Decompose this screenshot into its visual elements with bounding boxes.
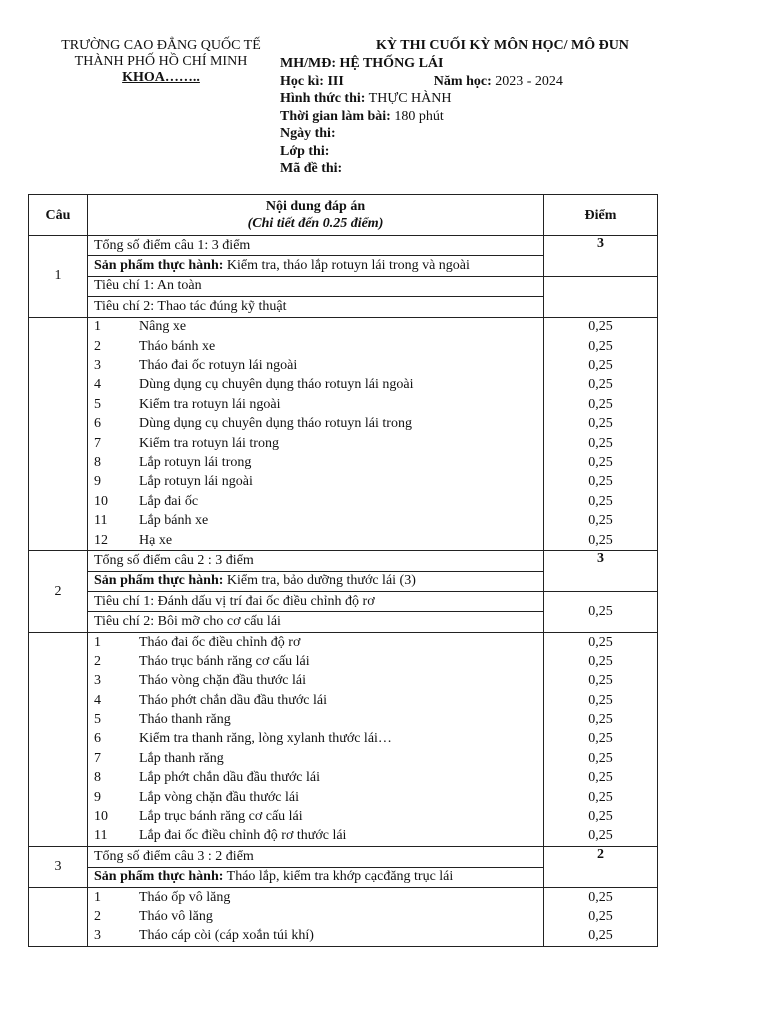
- step-score: 0,25: [544, 652, 658, 671]
- question-total-score: 3: [544, 236, 658, 277]
- step-cell: [88, 691, 544, 710]
- criteria-text: Tiêu chí 1: An toàn: [88, 276, 544, 296]
- step-row: [29, 453, 658, 472]
- question-column-spacer: [29, 691, 88, 710]
- step-text: Lắp bánh xe: [139, 513, 209, 529]
- step-number: 3: [94, 358, 101, 374]
- step-content: [94, 397, 537, 413]
- step-row: [29, 769, 658, 788]
- step-cell: [88, 434, 544, 453]
- step-row: [29, 807, 658, 826]
- step-number: 3: [94, 928, 101, 944]
- step-row: [29, 473, 658, 492]
- semester-label: Học kì: III: [280, 73, 344, 89]
- step-text: Tháo phớt chắn dầu đầu thước lái: [139, 692, 328, 708]
- question-total-score: 3: [544, 551, 658, 592]
- question-column-spacer: [29, 492, 88, 511]
- step-content: [94, 474, 537, 490]
- step-text: Lắp rotuyn lái ngoài: [139, 474, 253, 490]
- step-cell: [88, 887, 544, 907]
- answer-table: [28, 194, 658, 947]
- step-text: Lắp đai ốc: [139, 493, 199, 509]
- step-text: Tháo thanh răng: [139, 712, 231, 728]
- step-text: Tháo vòng chặn đầu thước lái: [139, 673, 306, 689]
- step-row: [29, 337, 658, 356]
- step-row: [29, 434, 658, 453]
- step-score: 0,25: [544, 356, 658, 375]
- question-column-spacer: [29, 730, 88, 749]
- product-text: Kiểm tra, tháo lắp rotuyn lái trong và ngoài: [226, 258, 470, 274]
- step-content: [94, 494, 537, 510]
- step-row: [29, 492, 658, 511]
- criteria-text: Tiêu chí 2: Bôi mỡ cho cơ cấu lái: [88, 612, 544, 632]
- step-score: 0,25: [544, 730, 658, 749]
- step-cell: [88, 730, 544, 749]
- step-content: [94, 377, 537, 393]
- step-row: [29, 907, 658, 926]
- question-total-text: Tổng số điểm câu 1: 3 điểm: [88, 236, 544, 256]
- product-text: Tháo lắp, kiểm tra khớp cạcđăng trục lái: [226, 869, 454, 885]
- step-text: Hạ xe: [139, 532, 173, 548]
- subject: MH/MĐ: HỆ THỐNG LÁI: [280, 56, 444, 71]
- step-content: [94, 455, 537, 471]
- step-text: Tháo trục bánh răng cơ cấu lái: [139, 653, 310, 669]
- question-column-spacer: [29, 887, 88, 907]
- year-value: 2023 - 2024: [495, 73, 563, 89]
- step-content: [94, 809, 537, 825]
- question-total-row: [29, 551, 658, 571]
- question-column-spacer: [29, 749, 88, 768]
- step-row: [29, 415, 658, 434]
- step-content: [94, 693, 537, 709]
- col-header-cau: Câu: [29, 195, 88, 236]
- question-column-spacer: [29, 473, 88, 492]
- step-row: [29, 376, 658, 395]
- question-total-text: Tổng số điểm câu 2 : 3 điểm: [88, 551, 544, 571]
- step-content: [94, 731, 537, 747]
- question-column-spacer: [29, 356, 88, 375]
- step-content: [94, 890, 537, 906]
- step-score: 0,25: [544, 434, 658, 453]
- step-cell: [88, 710, 544, 729]
- col-header-content: Nội dung đáp án (Chi tiết đến 0.25 điểm): [88, 195, 544, 236]
- question-column-spacer: [29, 395, 88, 414]
- faculty-label: KHOA……..: [122, 70, 200, 85]
- question-total-score: 2: [544, 847, 658, 888]
- col-header-score: Điểm: [544, 195, 658, 236]
- step-content: [94, 770, 537, 786]
- step-number: 1: [94, 889, 101, 905]
- table-header-row: [29, 195, 658, 236]
- step-content: [94, 416, 537, 432]
- step-text: Tháo bánh xe: [139, 338, 216, 354]
- step-text: Kiểm tra thanh răng, lòng xylanh thước lái…: [139, 731, 392, 747]
- question-column-spacer: [29, 769, 88, 788]
- step-score: 0,25: [544, 531, 658, 551]
- product-label: Sản phẩm thực hành:: [94, 573, 224, 589]
- table-body: [29, 236, 658, 947]
- question-column-spacer: [29, 415, 88, 434]
- step-row: [29, 317, 658, 337]
- step-score: 0,25: [544, 827, 658, 847]
- step-content: [94, 909, 537, 925]
- step-score: 0,25: [544, 691, 658, 710]
- question-column-spacer: [29, 652, 88, 671]
- step-row: [29, 632, 658, 652]
- step-cell: [88, 788, 544, 807]
- question-column-spacer: [29, 788, 88, 807]
- step-score: 0,25: [544, 710, 658, 729]
- step-text: Tháo cáp còi (cáp xoắn túi khí): [139, 928, 314, 944]
- step-score: 0,25: [544, 492, 658, 511]
- exam-meta: [280, 55, 563, 178]
- step-row: [29, 887, 658, 907]
- question-number: 3: [29, 847, 88, 888]
- step-row: [29, 531, 658, 551]
- question-total-text: Tổng số điểm câu 3 : 2 điểm: [88, 847, 544, 867]
- question-column-spacer: [29, 632, 88, 652]
- step-cell: [88, 907, 544, 926]
- school-name-line2: THÀNH PHỐ HỒ CHÍ MINH: [74, 54, 248, 69]
- step-content: [94, 533, 537, 549]
- step-number: 7: [94, 750, 101, 766]
- step-score: 0,25: [544, 887, 658, 907]
- step-score: 0,25: [544, 415, 658, 434]
- question-column-spacer: [29, 710, 88, 729]
- question-number: 1: [29, 236, 88, 318]
- step-score: 0,25: [544, 511, 658, 530]
- step-content: [94, 319, 537, 335]
- form-label: Hình thức thi:: [280, 91, 366, 106]
- step-number: 8: [94, 454, 101, 470]
- step-number: 3: [94, 673, 101, 689]
- question-column-spacer: [29, 807, 88, 826]
- product-cell: [88, 256, 544, 276]
- step-score: 0,25: [544, 632, 658, 652]
- exam-title: KỲ THI CUỐI KỲ MÔN HỌC/ MÔ ĐUN: [376, 38, 629, 53]
- step-number: 2: [94, 908, 101, 924]
- code-label: Mã đề thi:: [280, 161, 343, 176]
- step-cell: [88, 749, 544, 768]
- step-cell: [88, 652, 544, 671]
- step-cell: [88, 531, 544, 551]
- step-number: 2: [94, 653, 101, 669]
- question-total-row: [29, 236, 658, 256]
- question-column-spacer: [29, 453, 88, 472]
- question-column-spacer: [29, 317, 88, 337]
- school-header: [30, 38, 292, 86]
- step-cell: [88, 492, 544, 511]
- step-content: [94, 928, 537, 944]
- question-number: 2: [29, 551, 88, 633]
- step-content: [94, 358, 537, 374]
- step-row: [29, 827, 658, 847]
- step-cell: [88, 395, 544, 414]
- step-row: [29, 710, 658, 729]
- step-text: Lắp rotuyn lái trong: [139, 454, 252, 470]
- step-text: Lắp vòng chặn đầu thước lái: [139, 789, 299, 805]
- step-text: Lắp thanh răng: [139, 750, 224, 766]
- step-cell: [88, 827, 544, 847]
- question-column-spacer: [29, 827, 88, 847]
- question-column-spacer: [29, 907, 88, 926]
- step-text: Tháo đai ốc rotuyn lái ngoài: [139, 358, 298, 374]
- step-score: 0,25: [544, 907, 658, 926]
- question-column-spacer: [29, 511, 88, 530]
- product-label: Sản phẩm thực hành:: [94, 258, 224, 274]
- step-text: Tháo đai ốc điều chỉnh độ rơ: [139, 634, 301, 650]
- step-cell: [88, 337, 544, 356]
- time-label: Thời gian làm bài:: [280, 108, 391, 124]
- step-number: 8: [94, 770, 101, 786]
- step-text: Kiểm tra rotuyn lái trong: [139, 435, 279, 451]
- step-text: Tháo ốp vô lăng: [139, 889, 231, 905]
- step-score: 0,25: [544, 317, 658, 337]
- step-row: [29, 749, 658, 768]
- criteria-score: [544, 276, 658, 317]
- step-cell: [88, 453, 544, 472]
- product-cell: [88, 867, 544, 887]
- question-column-spacer: [29, 434, 88, 453]
- step-number: 10: [94, 809, 108, 825]
- step-cell: [88, 511, 544, 530]
- step-number: 12: [94, 532, 108, 548]
- step-cell: [88, 927, 544, 947]
- step-number: 1: [94, 319, 101, 335]
- year-label: Năm học:: [433, 73, 492, 89]
- criteria-row: [29, 592, 658, 612]
- form-value: THỰC HÀNH: [368, 91, 452, 106]
- step-number: 4: [94, 377, 101, 393]
- step-content: [94, 828, 537, 844]
- step-text: Kiểm tra rotuyn lái ngoài: [139, 396, 281, 412]
- question-column-spacer: [29, 337, 88, 356]
- step-cell: [88, 632, 544, 652]
- step-score: 0,25: [544, 807, 658, 826]
- question-column-spacer: [29, 376, 88, 395]
- step-row: [29, 691, 658, 710]
- step-score: 0,25: [544, 927, 658, 947]
- product-cell: [88, 571, 544, 591]
- step-cell: [88, 376, 544, 395]
- question-column-spacer: [29, 531, 88, 551]
- step-text: Lắp trục bánh răng cơ cấu lái: [139, 809, 303, 825]
- step-score: 0,25: [544, 473, 658, 492]
- step-row: [29, 672, 658, 691]
- school-name-line1: TRƯỜNG CAO ĐẲNG QUỐC TẾ: [61, 38, 261, 53]
- time-value: 180 phút: [394, 108, 444, 124]
- step-text: Dùng dụng cụ chuyên dụng tháo rotuyn lái trong: [139, 416, 412, 432]
- step-row: [29, 730, 658, 749]
- step-number: 7: [94, 435, 101, 451]
- step-number: 9: [94, 474, 101, 490]
- step-content: [94, 790, 537, 806]
- step-row: [29, 395, 658, 414]
- step-number: 1: [94, 634, 101, 650]
- criteria-text: Tiêu chí 1: Đánh dấu vị trí đai ốc điều chỉnh độ rơ: [88, 592, 544, 612]
- step-content: [94, 751, 537, 767]
- step-content: [94, 673, 537, 689]
- step-score: 0,25: [544, 376, 658, 395]
- step-content: [94, 635, 537, 651]
- criteria-row: [29, 276, 658, 296]
- product-label: Sản phẩm thực hành:: [94, 869, 224, 885]
- product-text: Kiểm tra, bảo dưỡng thước lái (3): [226, 573, 416, 589]
- step-content: [94, 513, 537, 529]
- step-cell: [88, 356, 544, 375]
- date-label: Ngày thi:: [280, 126, 336, 141]
- step-text: Lắp phớt chắn dầu đầu thước lái: [139, 770, 321, 786]
- step-score: 0,25: [544, 769, 658, 788]
- step-row: [29, 511, 658, 530]
- step-number: 2: [94, 338, 101, 354]
- step-number: 6: [94, 731, 101, 747]
- step-text: Nâng xe: [139, 319, 187, 335]
- step-row: [29, 652, 658, 671]
- step-cell: [88, 415, 544, 434]
- step-number: 11: [94, 513, 108, 529]
- step-cell: [88, 672, 544, 691]
- step-text: Dùng dụng cụ chuyên dụng tháo rotuyn lái ngoài: [139, 377, 414, 393]
- step-score: 0,25: [544, 337, 658, 356]
- step-number: 11: [94, 828, 108, 844]
- step-cell: [88, 317, 544, 337]
- step-score: 0,25: [544, 395, 658, 414]
- step-text: Lắp đai ốc điều chỉnh độ rơ thước lái: [139, 828, 347, 844]
- step-row: [29, 356, 658, 375]
- step-score: 0,25: [544, 788, 658, 807]
- step-number: 5: [94, 396, 101, 412]
- step-score: 0,25: [544, 453, 658, 472]
- step-cell: [88, 769, 544, 788]
- criteria-text: Tiêu chí 2: Thao tác đúng kỹ thuật: [88, 297, 544, 317]
- criteria-score: 0,25: [544, 592, 658, 633]
- step-number: 9: [94, 789, 101, 805]
- step-text: Tháo vô lăng: [139, 908, 213, 924]
- step-row: [29, 927, 658, 947]
- question-total-row: [29, 847, 658, 867]
- step-content: [94, 436, 537, 452]
- question-column-spacer: [29, 927, 88, 947]
- step-number: 5: [94, 712, 101, 728]
- step-cell: [88, 473, 544, 492]
- step-content: [94, 712, 537, 728]
- question-column-spacer: [29, 672, 88, 691]
- step-number: 10: [94, 493, 108, 509]
- step-row: [29, 788, 658, 807]
- step-content: [94, 339, 537, 355]
- step-content: [94, 654, 537, 670]
- step-score: 0,25: [544, 672, 658, 691]
- step-score: 0,25: [544, 749, 658, 768]
- step-number: 6: [94, 416, 101, 432]
- step-cell: [88, 807, 544, 826]
- class-label: Lớp thi:: [280, 143, 330, 159]
- step-number: 4: [94, 692, 101, 708]
